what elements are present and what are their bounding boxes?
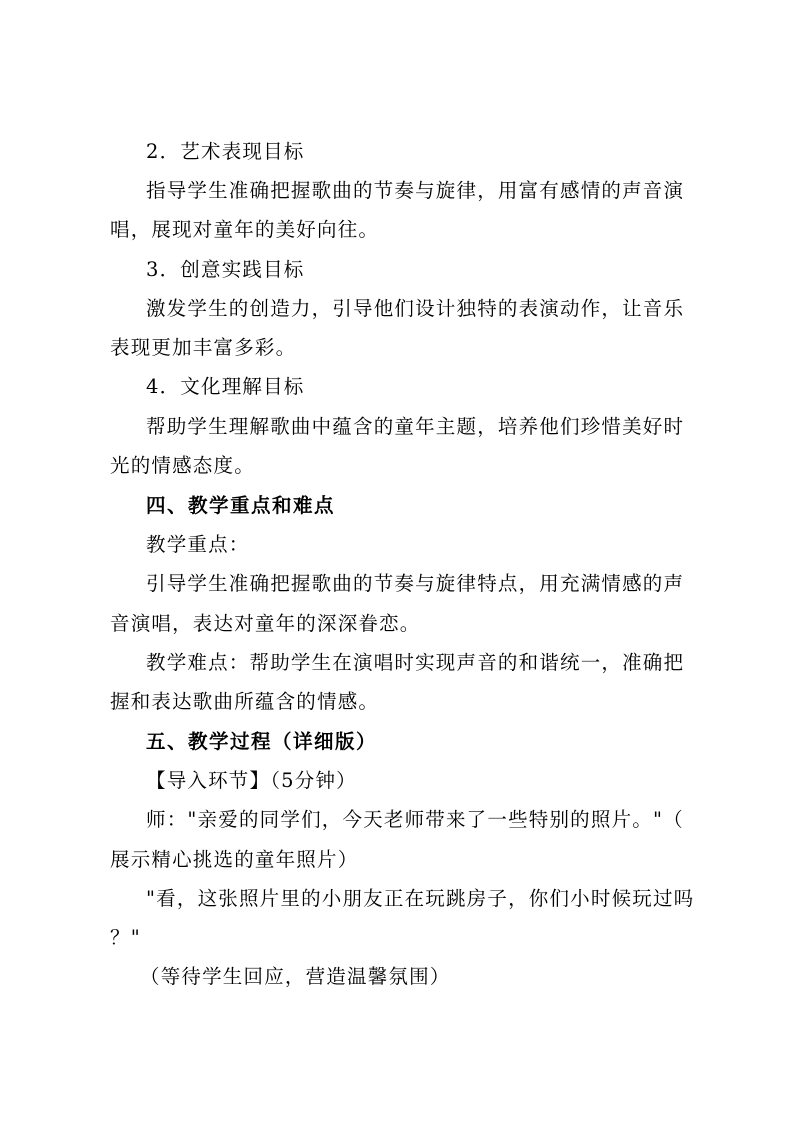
paragraph-line: 引导学生准确把握歌曲的节奏与旋律特点，用充满情感的声 [146, 572, 685, 595]
paragraph-line: （等待学生回应，营造温馨氛围） [140, 965, 451, 988]
paragraph-line: 帮助学生理解歌曲中蕴含的童年主题，培养他们珍惜美好时 [146, 415, 685, 438]
paragraph-line: 激发学生的创造力，引导他们设计独特的表演动作，让音乐 [146, 297, 685, 320]
subsection-heading-introduction: 【导入环节】（5分钟） [146, 769, 357, 792]
paragraph-line: 指导学生准确把握歌曲的节奏与旋律，用富有感情的声音演 [146, 179, 685, 202]
paragraph-line: 展示精心挑选的童年照片） [110, 848, 359, 871]
chapter-heading-key-points: 四、教学重点和难点 [146, 494, 336, 517]
paragraph-line: 光的情感态度。 [110, 454, 255, 477]
section-heading-art-expression: 2．艺术表现目标 [146, 140, 305, 163]
paragraph-line: 音演唱，表达对童年的深深眷恋。 [110, 612, 421, 635]
paragraph-line: 师："亲爱的同学们，今天老师带来了一些特别的照片。"（ [146, 808, 684, 831]
paragraph-line: "看，这张照片里的小朋友正在玩跳房子，你们小时候玩过吗 [146, 887, 695, 910]
paragraph-line: 握和表达歌曲所蕴含的情感。 [110, 690, 380, 713]
paragraph-line: 教学难点：帮助学生在演唱时实现声音的和谐统一，准确把 [146, 651, 685, 674]
paragraph-line: 唱，展现对童年的美好向往。 [110, 218, 380, 241]
paragraph-line: ？" [110, 926, 141, 949]
section-heading-cultural-understanding: 4．文化理解目标 [146, 375, 305, 398]
chapter-heading-teaching-process: 五、教学过程（详细版） [146, 730, 378, 753]
paragraph-line: 表现更加丰富多彩。 [110, 336, 297, 359]
section-heading-creative-practice: 3．创意实践目标 [146, 258, 305, 281]
paragraph-line: 教学重点： [146, 533, 250, 556]
